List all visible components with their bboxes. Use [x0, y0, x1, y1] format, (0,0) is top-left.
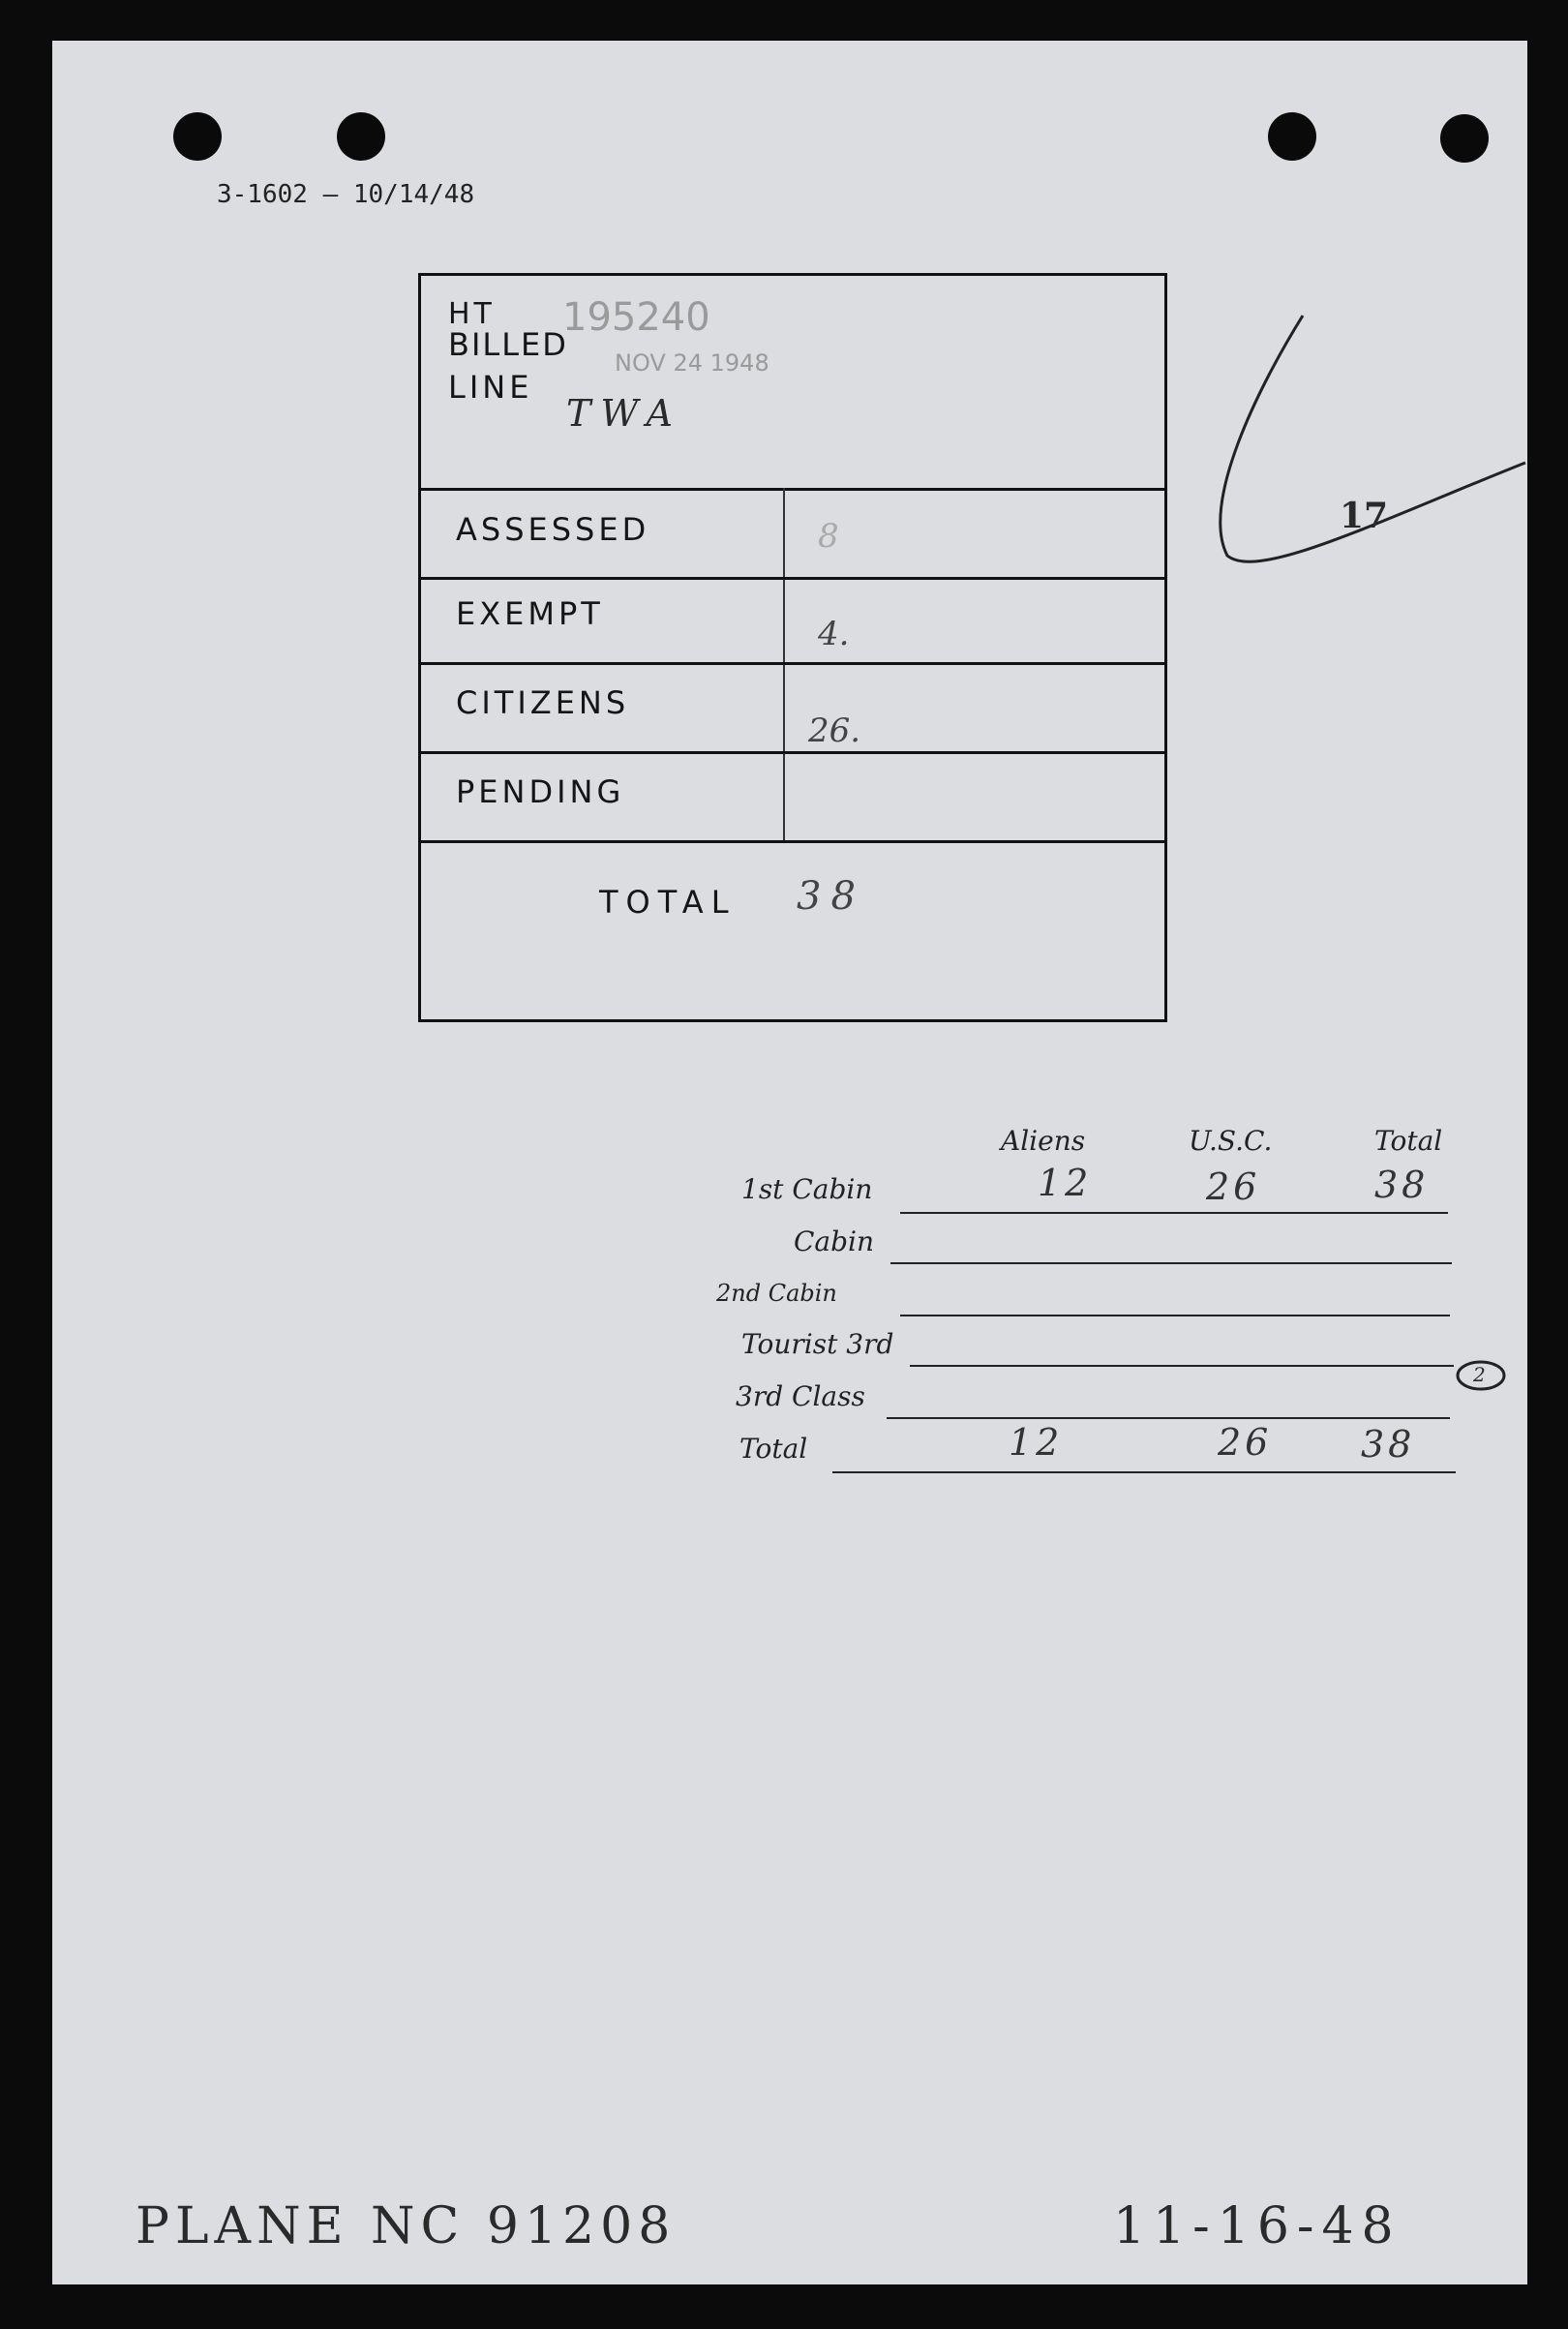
row-label: 3rd Class	[736, 1380, 865, 1412]
cell-usc: 26	[1206, 1165, 1261, 1208]
cell-usc: 26	[1218, 1421, 1273, 1464]
column-header: Total	[1374, 1125, 1443, 1157]
row-value: 8	[818, 517, 839, 556]
row-label: ASSESSED	[456, 511, 650, 548]
billed-label: BILLED	[448, 326, 568, 363]
line-value: TWA	[566, 392, 682, 435]
cell-total: 38	[1374, 1164, 1430, 1206]
row-label: Total	[739, 1433, 808, 1465]
cell-total: 38	[1361, 1423, 1416, 1466]
billed-date: NOV 24 1948	[615, 349, 769, 377]
cell-aliens: 12	[1009, 1421, 1064, 1464]
line-label: LINE	[448, 369, 533, 406]
total-value: 38	[797, 874, 865, 919]
row-value: 26.	[808, 711, 861, 750]
row-label: Cabin	[794, 1225, 875, 1257]
footer-date: 11-16-48	[1113, 2197, 1402, 2255]
row-label: 2nd Cabin	[716, 1280, 837, 1307]
plane-number: PLANE NC 91208	[136, 2197, 677, 2255]
row-label: 1st Cabin	[741, 1173, 873, 1205]
circle-mark-label: 2	[1473, 1363, 1486, 1386]
ht-number: 195240	[562, 295, 710, 340]
row-value: 4.	[818, 615, 850, 653]
column-header: Aliens	[1001, 1125, 1086, 1157]
document-reference: 3-1602 — 10/14/48	[217, 180, 475, 209]
row-label: Tourist 3rd	[741, 1328, 894, 1360]
margin-number: 17	[1340, 496, 1389, 536]
ht-label: HT	[448, 297, 496, 331]
cell-aliens: 12	[1038, 1162, 1093, 1204]
row-label: EXEMPT	[456, 595, 604, 632]
row-label: PENDING	[456, 773, 625, 810]
column-header: U.S.C.	[1189, 1125, 1273, 1157]
row-label: CITIZENS	[456, 684, 630, 721]
total-label: TOTAL	[599, 884, 737, 921]
